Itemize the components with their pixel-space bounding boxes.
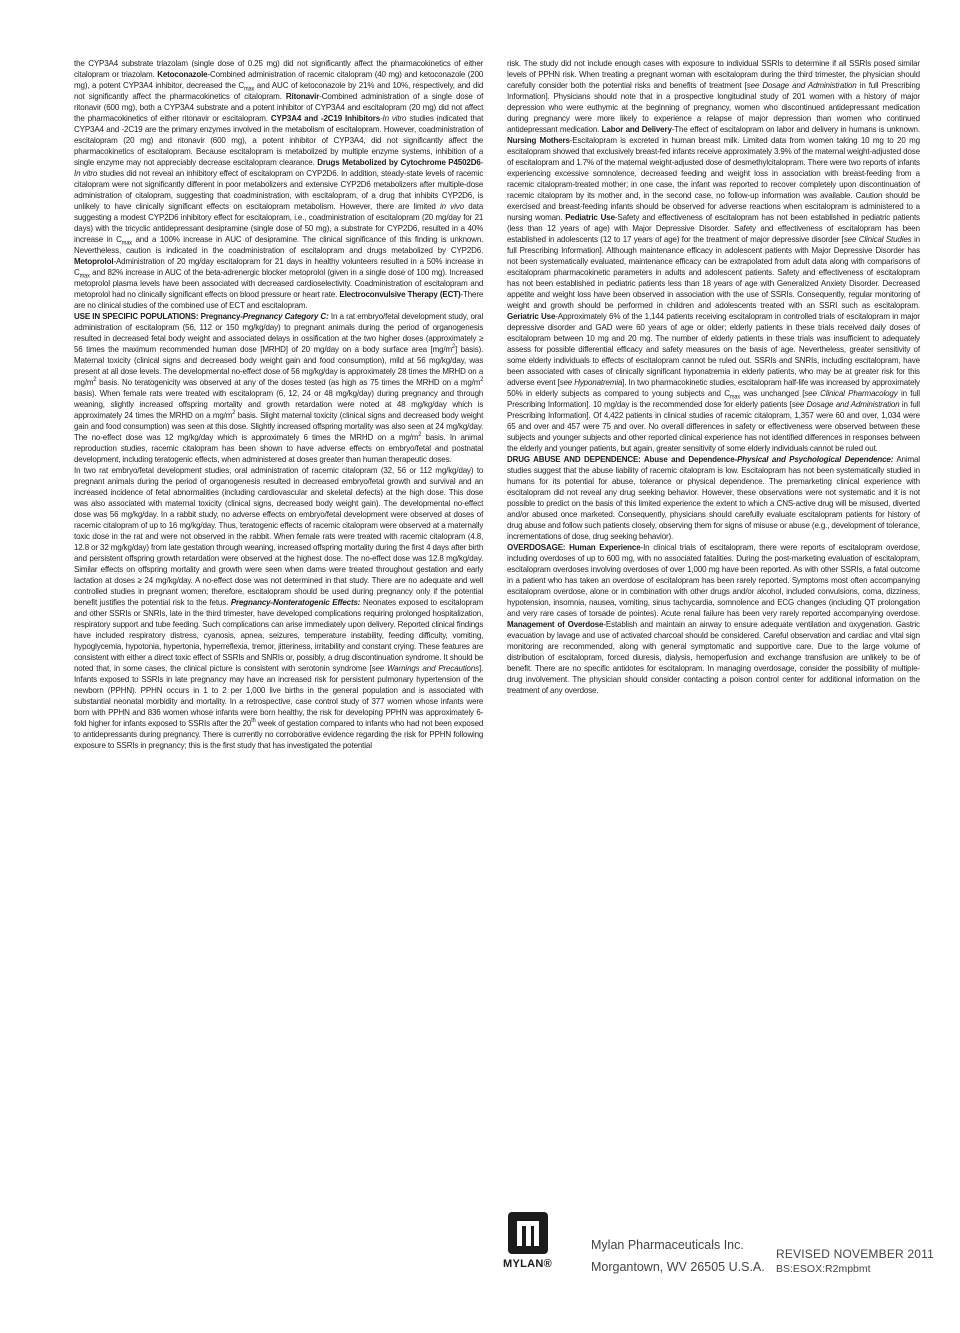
company-name: Mylan Pharmaceuticals Inc. (591, 1238, 744, 1252)
heading-pediatric-use: Pediatric Use (565, 212, 615, 222)
heading-labor-delivery: Labor and Delivery (601, 124, 672, 134)
heading-drugs-metabolized: Drugs Metabolized by Cytochrome P4502D6 (317, 157, 481, 167)
heading-metoprolol: Metoprolol (74, 256, 114, 266)
paragraph-pregnancy: USE IN SPECIFIC POPULATIONS: Pregnancy-Pregnancy Category C: In a rat embryo/fetal development study, oral administration of escitalopram (56, 112 or 150 mg/kg/day) to pregnant animals during the period of organogenesis resulted in decreased fetal body weight and associated delays in ossification at the two higher doses (approximately ≥ 56 times the maximum recommended human dose [MRHD] of 20 mg/day on a body surface area $[mg/m^2]$ basis). Maternal toxicity (clinical signs and decreased body weight gain and food consumption), mild at 56 mg/kg/day, was present at all dose levels. The developmental no-effect dose of 56 mg/kg/day is approximately 28 times the MRHD on a $mg/m^2$ basis. No teratogenicity was observed at any of the doses tested (as high as 75 times the MRHD on a $mg/m^2$ basis). When female rats were treated with escitalopram (6, 12, 24 or 48 mg/kg/day) during pregnancy and through weaning, slightly increased offspring mortality and growth retardation were noted at 48 mg/kg/day which is approximately 24 times the MRHD on a $mg/m^2$ basis. Slight maternal toxicity (clinical signs and decreased body weight gain and food consumption) was seen at this dose. Slightly increased offspring mortality was also seen at 24 mg/kg/day. The no-effect dose was 12 mg/kg/day which is approximately 6 times the MRHD on a $mg/m^2$ basis. In animal reproduction studies, racemic citalopram has been shown to have adverse effects on embryo/fetal and postnatal development, including teratogenic effects, when administered at doses greater than human therapeutic doses. (74, 311, 484, 464)
paragraph-overdosage: OVERDOSAGE: Human Experience-In clinical trials of escitalopram, there were reports of escitalopram overdose, including overdoses of up to 600 mg, with no associated fatalities. During the post-marketing evaluation of escitalopram, escitalopram overdoses involving overdoses of over 1,000 mg have been reported. As with other SSRIs, a fatal outcome in a patient who has taken an overdose of escitalopram has been rarely reported. Symptoms most often accompanying escitalopram overdose, alone or in combination with other drugs and/or alcohol, included convulsions, coma, dizziness, hypotension, insomnia, nausea, vomiting, sinus tachycardia, somnolence and ECG changes (including QT prolongation and very rare cases of torsade de pointes). Acute renal failure has been very rarely reported accompanying overdose. Management of Overdose-Establish and maintain an airway to ensure adequate ventilation and oxygenation. Gastric evacuation by lavage and use of activated charcoal should be considered. Careful observation and cardiac and vital sign monitoring are recommended, along with general symptomatic and supportive care. Due to the large volume of distribution of escitalopram, forced diuresis, dialysis, hemoperfusion and exchange transfusion are unlikely to be of benefit. There are no specific antidotes for escitalopram. In managing overdosage, consider the possibility of multiple-drug involvement. The physician should consider contacting a poison control center for additional information on the treatment of any overdose. (507, 542, 920, 695)
revision-date: REVISED NOVEMBER 2011 (776, 1247, 935, 1261)
heading-use-in-specific-populations: USE IN SPECIFIC POPULATIONS: (74, 311, 199, 321)
heading-pregnancy-category: Pregnancy Category C: (242, 311, 329, 321)
heading-cyp-inhibitors: CYP3A4 and -2C19 Inhibitors (270, 113, 381, 123)
mylan-logo-icon (508, 1212, 548, 1254)
left-column (74, 58, 483, 751)
heading-nonteratogenic-effects: Pregnancy-Nonteratogenic Effects: (230, 597, 361, 607)
paragraph-drug-abuse: DRUG ABUSE AND DEPENDENCE: Abuse and Dependence-Physical and Psychological Dependence: Animal studies suggest that the abuse liability of racemic citalopram is low. Escitalopram has not been systematically studied in humans for its potential for abuse, tolerance or physical dependence. The premarketing clinical experience with escitalopram did not reveal any drug seeking behavior. However, these observations were not systematic and it is not possible to predict on the basis of this limited experience the extent to which a CNS-active drug will be misused, diverted and/or abused once marketed. Consequently, physicians should carefully evaluate escitalopram patients for history of drug abuse and follow such patients closely, observing them for signs of misuse or abuse (e.g., development of tolerance, incrementations of dose, drug seeking behavior). (507, 454, 920, 541)
document-code: BS:ESOX:R2mpbmt (776, 1263, 871, 1275)
heading-drug-abuse-dependence: DRUG ABUSE AND DEPENDENCE: Abuse and Dependence- (507, 454, 738, 464)
heading-management-of-overdose: Management of Overdose (507, 619, 604, 629)
mylan-logo-text: MYLAN® (503, 1258, 553, 1270)
heading-ect: Electroconvulsive Therapy (ECT) (339, 289, 461, 299)
heading-overdosage: OVERDOSAGE: Human Experience (507, 542, 641, 552)
heading-nursing-mothers: Nursing Mothers (507, 135, 570, 145)
right-column (507, 58, 920, 696)
heading-geriatric-use: Geriatric Use (507, 311, 556, 321)
footer (0, 1205, 960, 1295)
paragraph-drug-interactions: the CYP3A4 substrate triazolam (single dose of 0.25 mg) did not significantly affect the pharmacokinetics of either citalopram or triazolam. Ketoconazole-Combined administration of racemic citalopram (40 mg) and ketoconazole (200 mg), a potent CYP3A4 inhibitor, decreased the $C_{max}$ and AUC of ketoconazole by 21% and 10%, respectively, and did not significantly affect the pharmacokinetics of citalopram. Ritonavir-Combined administration of a single dose of ritonavir (600 mg), both a CYP3A4 substrate and a potent inhibitor of CYP3A4 and escitalopram (20 mg) did not affect the pharmacokinetics of either ritonavir or escitalopram. CYP3A4 and -2C19 Inhibitors-In vitro studies indicated that CYP3A4 and -2C19 are the primary enzymes involved in the metabolism of escitalopram. However, coadministration of escitalopram (20 mg) and ritonavir (600 mg), a potent inhibitor of CYP3A4, did not significantly affect the pharmacokinetics of escitalopram. Because escitalopram is metabolized by multiple enzyme systems, inhibition of a single enzyme may not appreciably decrease escitalopram clearance. Drugs Metabolized by Cytochrome P4502D6-In vitro studies did not reveal an inhibitory effect of escitalopram on CYP2D6. In addition, steady-state levels of racemic citalopram were not significantly different in poor metabolizers and extensive CYP2D6 metabolizers after multiple-dose administration of citalopram, suggesting that coadministration, with escitalopram, of a drug that inhibits CYP2D6, is unlikely to have clinically significant effects on escitalopram metabolism. However, there are limited in vivo data suggesting a modest CYP2D6 inhibitory effect for escitalopram, i.e., coadministration of escitalopram (20 mg/day for 21 days) with the tricyclic antidepressant desipramine (single dose of 50 mg), a substrate for CYP2D6, resulted in a 40% increase in $C_{max}$ and a 100% increase in AUC of desipramine. The clinical significance of this finding is unknown. Nevertheless, caution is indicated in the coadministration of escitalopram and drugs metabolized by CYP2D6. Metoprolol-Administration of 20 mg/day escitalopram for 21 days in healthy volunteers resulted in a 50% increase in $C_{max}$ and 82% increase in AUC of the beta-adrenergic blocker metoprolol (given in a single dose of 100 mg). Increased metoprolol plasma levels have been associated with decreased cardioselectivity. Coadministration of escitalopram and metoprolol had no clinically significant effects on blood pressure or heart rate. Electroconvulsive Therapy (ECT)-There are no clinical studies of the combined use of ECT and escitalopram. (74, 58, 484, 310)
company-address: Morgantown, WV 26505 U.S.A. (591, 1260, 765, 1274)
paragraph-pphn-risk: risk. The study did not include enough cases with exposure to individual SSRIs to determine if all SSRIs posed similar levels of PPHN risk. When treating a pregnant woman with escitalopram during the third trimester, the physician should carefully consider both the potential risks and benefits of treatment [see Dosage and Administration in full Prescribing Information]. Physicians should note that in a prospective longitudinal study of 201 women with a history of major depression who were euthymic at the beginning of pregnancy, women who discontinued antidepressant medication during pregnancy were more likely to experience a relapse of major depression than women who continued antidepressant medication. Labor and Delivery-The effect of escitalopram on labor and delivery in humans is unknown. Nursing Mothers-Escitalopram is excreted in human breast milk. Limited data from women taking 10 mg to 20 mg escitalopram showed that exclusively breast-fed infants receive approximately 3.9% of the maternal weight-adjusted dose of escitalopram and 1.7% of the maternal weight-adjusted dose of desmethylcitalopram. There were two reports of infants experiencing excessive somnolence, decreased feeding and weight loss in association with breast-feeding from a racemic citalopram-treated mother; in one case, the infant was reported to recover completely upon discontinuation of racemic citalopram by its mother and, in the second case, no follow-up information was available. Caution should be exercised and breast-feeding infants should be observed for adverse reactions when escitalopram is administered to a nursing woman. Pediatric Use-Safety and effectiveness of escitalopram has not been established in pediatric patients (less than 12 years of age) with Major Depressive Disorder. Safety and effectiveness of escitalopram has been established in adolescents (12 to 17 years of age) for the treatment of major depressive disorder [see Clinical Studies in full Prescribing Information]. Although maintenance efficacy in adolescent patients with Major Depressive Disorder has not been systematically evaluated, maintenance efficacy can be extrapolated from adult data along with comparisons of escitalopram pharmacokinetic parameters in adults and adolescent patients. Safety and effectiveness of escitalopram has not been established in pediatric patients less than 18 years of age with Generalized Anxiety Disorder. Decreased appetite and weight loss have been observed in association with the use of SSRIs. Consequently, regular monitoring of weight and growth should be performed in children and adolescents treated with an SSRI such as escitalopram. Geriatric Use-Approximately 6% of the 1,144 patients receiving escitalopram in controlled trials of escitalopram in major depressive disorder and GAD were 60 years of age or older; elderly patients in these trials received daily doses of escitalopram between 10 mg and 20 mg. The number of elderly patients in these trials was insufficient to adequately assess for possible differential efficacy and safety measures on the basis of age. Nevertheless, greater sensitivity of some elderly individuals to effects of escitalopram cannot be ruled out. SSRIs and SNRIs, including escitalopram, have been associated with cases of clinically significant hyponatremia in elderly patients, who may be at greater risk for this adverse event [see Hyponatremia]. In two pharmacokinetic studies, escitalopram half-life was increased by approximately 50% in elderly subjects as compared to young subjects and $C_{max}$ was unchanged [see Clinical Pharmacology in full Prescribing Information]. 10 mg/day is the recommended dose for elderly patients [see Dosage and Administration in full Prescribing Information]. Of 4,422 patients in clinical studies of racemic citalopram, 1,357 were 60 and over, 1,034 were 65 and over and 457 were 75 and over. No overall differences in safety or effectiveness were observed between these subjects and younger subjects and other reported clinical experience has not identified differences in responses between the elderly and younger patients, but again, greater sensitivity of some elderly individuals cannot be ruled out. (507, 58, 920, 453)
paragraph-rat-studies: In two rat embryo/fetal development studies, oral administration of racemic citalopram (32, 56 or 112 mg/kg/day) to pregnant animals during the period of organogenesis resulted in decreased embryo/fetal growth and survival and an increased incidence of fetal abnormalities (including cardiovascular and skeletal defects) at the high dose. This dose was also associated with maternal toxicity (clinical signs, decreased body weight gain). The developmental no-effect dose was 56 mg/kg/day. In a rabbit study, no adverse effects on embryo/fetal development were observed at doses of racemic citalopram of up to 16 mg/kg/day. Thus, teratogenic effects of racemic citalopram were observed at a maternally toxic dose in the rat and were not observed in the rabbit. When female rats were treated with racemic citalopram (4.8, 12.8 or 32 mg/kg/day) from late gestation through weaning, increased offspring mortality during the first 4 days after birth and persistent offspring growth retardation were observed at the highest dose. The no-effect dose was 12.8 mg/kg/day. Similar effects on offspring mortality and growth were seen when dams were treated throughout gestation and early lactation at doses ≥ 24 mg/kg/day. A no-effect dose was not determined in that study. There are no adequate and well controlled studies in pregnant women; therefore, escitalopram should be used during pregnancy only if the potential benefit justifies the potential risk to the fetus. Pregnancy-Nonteratogenic Effects: Neonates exposed to escitalopram and other SSRIs or SNRIs, late in the third trimester, have developed complications requiring prolonged hospitalization, respiratory support and tube feeding. Such complications can arise immediately upon delivery. Reported clinical findings have included respiratory distress, cyanosis, apnea, seizures, temperature instability, feeding difficulty, vomiting, hypoglycemia, hypotonia, hypertonia, hyperreflexia, tremor, jitteriness, irritability and constant crying. These features are consistent with either a direct toxic effect of SSRIs and SNRIs or, possibly, a drug discontinuation syndrome. It should be noted that, in some cases, the clinical picture is consistent with serotonin syndrome [see Warnings and Precautions]. Infants exposed to SSRIs in late pregnancy may have an increased risk for persistent pulmonary hypertension of the newborn (PPHN). PPHN occurs in 1 to 2 per 1,000 live births in the general population and is associated with substantial neonatal morbidity and mortality. In a retrospective, case control study of 377 women whose infants were born with PPHN and 836 women whose infants were born healthy, the risk for developing PPHN was approximately 6-fold higher for infants exposed to SSRIs after the 20th week of gestation compared to infants who had not been exposed to antidepressants during pregnancy. There is currently no corroborative evidence regarding the risk for PPHN following exposure to SSRIs in pregnancy; this is the first study that has investigated the potential (74, 465, 484, 750)
heading-ketoconazole: Ketoconazole (157, 69, 208, 79)
heading-ritonavir: Ritonavir (285, 91, 320, 101)
